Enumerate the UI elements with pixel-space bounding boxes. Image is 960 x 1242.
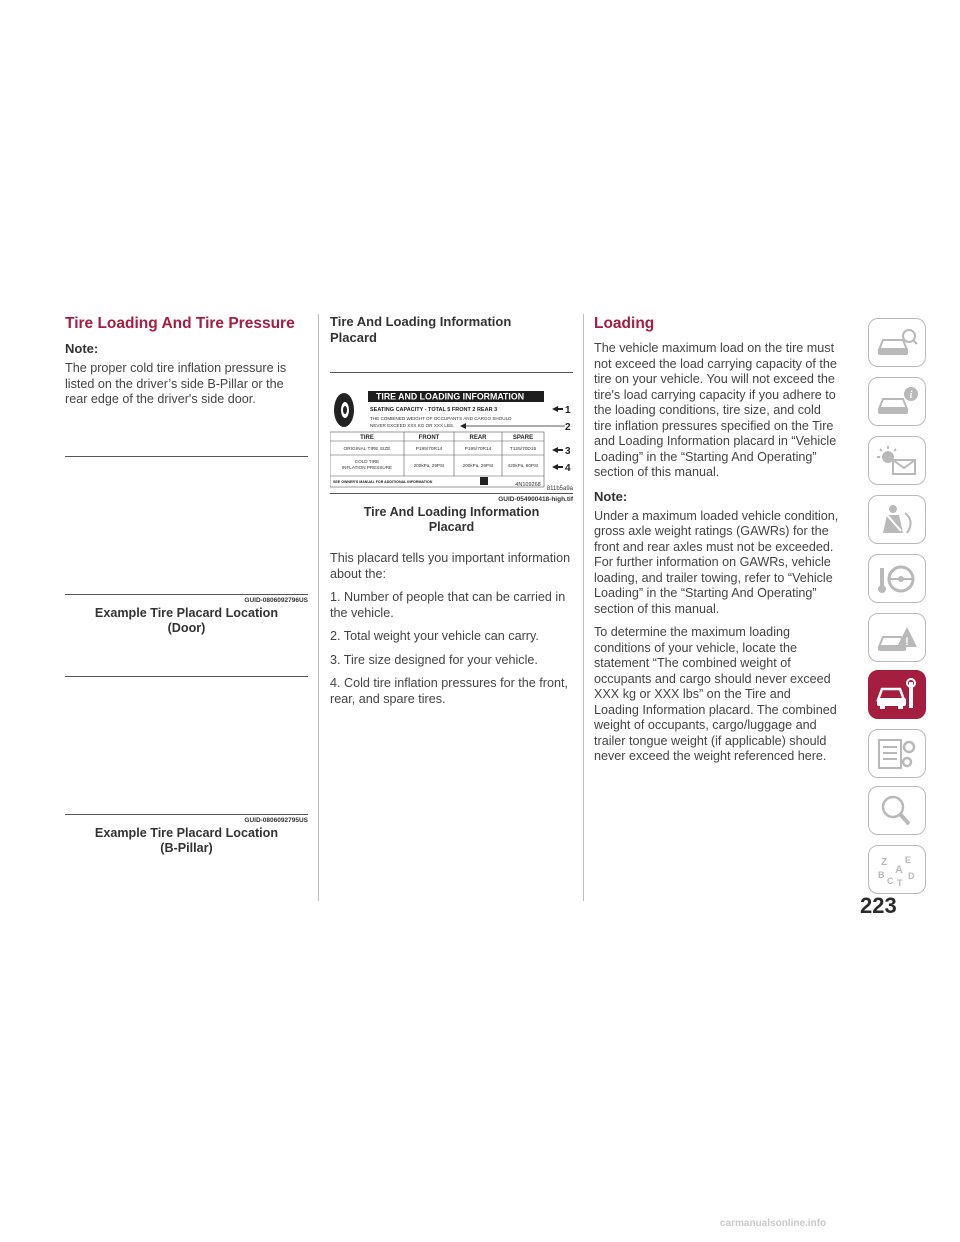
- svg-text:ORIGINAL TIRE SIZE: ORIGINAL TIRE SIZE: [343, 447, 391, 452]
- svg-text:200kPa, 29PSI: 200kPa, 29PSI: [413, 463, 445, 468]
- seatbelt-person-icon: [875, 503, 919, 537]
- list-item: 3. Tire size designed for your vehicle.: [330, 652, 538, 667]
- figure-bottom-rule: [65, 594, 308, 595]
- list-item: 4. Cold tire inflation pressures for the front, rear, and spare tires.: [330, 676, 568, 706]
- figure-ref-bpillar: GUID-0806092795US: [244, 816, 308, 824]
- svg-text:i: i: [909, 389, 913, 401]
- figure-caption-bpillar: Example Tire Placard Location (B-Pillar): [94, 825, 279, 855]
- note-label: Note:: [65, 341, 99, 356]
- callout-arrow-icon: [552, 406, 558, 412]
- car-magnifier-icon: [875, 326, 919, 360]
- tire-placard-svg: [330, 373, 573, 493]
- tab-specs-icon[interactable]: [868, 729, 926, 778]
- figure-ref-placard: GUID-054900418-high.tif: [498, 496, 573, 503]
- svg-text:P195/70R14: P195/70R14: [464, 447, 492, 452]
- car-info-icon: [875, 385, 919, 419]
- svg-text:200kPa, 29PSI: 200kPa, 29PSI: [462, 463, 494, 468]
- svg-text:A: A: [895, 863, 903, 876]
- svg-text:2: 2: [565, 422, 571, 433]
- svg-text:Z: Z: [881, 856, 888, 868]
- placard-seating: SEATING CAPACITY - TOTAL 5 FRONT 2 REAR 3: [370, 407, 498, 413]
- column-left: [65, 314, 308, 856]
- callout-arrow-icon: [460, 423, 466, 429]
- placard-header: TIRE AND LOADING INFORMATION: [376, 391, 525, 402]
- svg-text:!: !: [905, 635, 909, 648]
- svg-text:3: 3: [565, 446, 571, 457]
- figure-caption-door: Example Tire Placard Location (Door): [94, 605, 279, 635]
- alphabet-index-icon: [875, 853, 919, 887]
- placard-col-tire: TIRE: [360, 435, 374, 441]
- column-divider: [583, 314, 584, 901]
- figure-bottom-rule: [65, 814, 308, 815]
- watermark: carmanualsonline.info: [720, 1218, 827, 1229]
- placard-col-spare: SPARE: [512, 435, 534, 441]
- svg-text:420kPa, 60PSI: 420kPa, 60PSI: [507, 463, 539, 468]
- tab-warning-lights-icon[interactable]: [868, 436, 926, 485]
- list-gears-icon: [875, 737, 919, 771]
- figure-caption-placard: Tire And Loading Information Placard: [363, 505, 540, 534]
- note-label: Note:: [594, 488, 628, 504]
- section-title-loading: Loading: [594, 315, 655, 332]
- section-title-placard: Tire And Loading Information Placard: [330, 314, 512, 345]
- page-number: 223: [860, 893, 897, 918]
- callout-arrow-icon: [552, 464, 558, 470]
- tab-car-info-icon[interactable]: [868, 377, 926, 426]
- tab-search-icon[interactable]: [868, 786, 926, 835]
- figure-door-image: [65, 457, 308, 594]
- svg-text:B: B: [878, 869, 885, 880]
- placard-footer: SEE OWNER'S MANUAL FOR ADDITIONAL INFORMATION: [333, 480, 433, 484]
- svg-text:E: E: [905, 854, 912, 865]
- tab-car-search-icon[interactable]: [868, 318, 926, 367]
- svg-text:INFLATION PRESSURE: INFLATION PRESSURE: [341, 465, 393, 470]
- tab-safety-icon[interactable]: [868, 495, 926, 544]
- figure-bpillar-image: [65, 677, 308, 814]
- list-item: 2. Total weight your vehicle can carry.: [330, 629, 539, 643]
- figure-ref-door: GUID-0806092796US: [244, 596, 308, 604]
- placard-combined1: THE COMBINED WEIGHT OF OCCUPANTS AND CARGO SHOULD: [370, 416, 512, 421]
- light-envelope-icon: [875, 444, 919, 478]
- svg-text:COLD TIRE: COLD TIRE: [354, 459, 380, 464]
- svg-text:4: 4: [565, 463, 571, 474]
- svg-text:1: 1: [565, 405, 571, 416]
- svg-text:T125/70D15: T125/70D15: [509, 447, 537, 452]
- svg-text:C: C: [887, 875, 894, 886]
- magnifier-icon: [875, 794, 919, 828]
- svg-text:T: T: [897, 877, 903, 887]
- section-title-tire-loading: Tire Loading And Tire Pressure: [65, 315, 295, 332]
- svg-text:D: D: [908, 870, 915, 881]
- placard-col-rear: REAR: [469, 435, 487, 441]
- car-wrench-icon: [875, 678, 919, 712]
- tab-starting-icon[interactable]: [868, 554, 926, 603]
- svg-text:P195/70R14: P195/70R14: [415, 447, 443, 452]
- tab-index-icon[interactable]: [868, 845, 926, 894]
- placard-col-front: FRONT: [418, 435, 440, 441]
- column-middle: [330, 314, 573, 715]
- loading-para2: Under a maximum loaded vehicle condition, gross axle weight ratings (GAWRs) for the front and rear axles must not be exceeded. For further information on GAWRs, vehicle loading, and trailer towing, refer to “Vehicle Loading” in the “Starting And Operating” section of this manual.: [594, 508, 839, 616]
- loading-para3: To determine the maximum loading conditions of your vehicle, locate the statement “The combined weight of occupants and cargo should never exceed XXX kg or XXX lbs” on the Tire and Loading Information placard. The combined weight of occupants, cargo/luggage and trailer tongue weight (if applicable) should never exceed the weight referenced here.: [594, 625, 837, 763]
- loading-para1: The vehicle maximum load on the tire must not exceed the load carrying capacity of the tire on your vehicle. You will not exceed the tire's load carrying capacity if you adhere to the loading conditions, tire size, and cold tire inflation pressures specified on the Tire and Loading Information placard in “Vehicle Loading” in the “Starting And Operating” section of this manual.: [594, 341, 837, 479]
- list-item: 1. Number of people that can be carried in the vehicle.: [330, 590, 566, 620]
- tab-emergency-icon[interactable]: [868, 613, 926, 662]
- note-text: The proper cold tire inflation pressure is listed on the driver’s side B-Pillar or the rear edge of the driver's side door.: [65, 361, 287, 406]
- placard-code: 811b5a9a: [546, 486, 573, 492]
- tire-placard-figure: [330, 373, 573, 493]
- book-icon: [480, 477, 488, 485]
- car-warning-icon: [875, 621, 919, 655]
- placard-part-number: 4N109268: [515, 482, 541, 488]
- tab-servicing-icon[interactable]: [868, 670, 926, 719]
- callout-arrow-icon: [552, 447, 558, 453]
- column-divider: [318, 314, 319, 901]
- figure-bottom-rule: [330, 493, 573, 494]
- key-steering-icon: [875, 562, 919, 596]
- placard-intro: This placard tells you important information about the:: [330, 551, 571, 581]
- column-right: [594, 314, 839, 773]
- placard-combined2: NEVER EXCEED XXX KG OR XXX LBS.: [370, 423, 455, 428]
